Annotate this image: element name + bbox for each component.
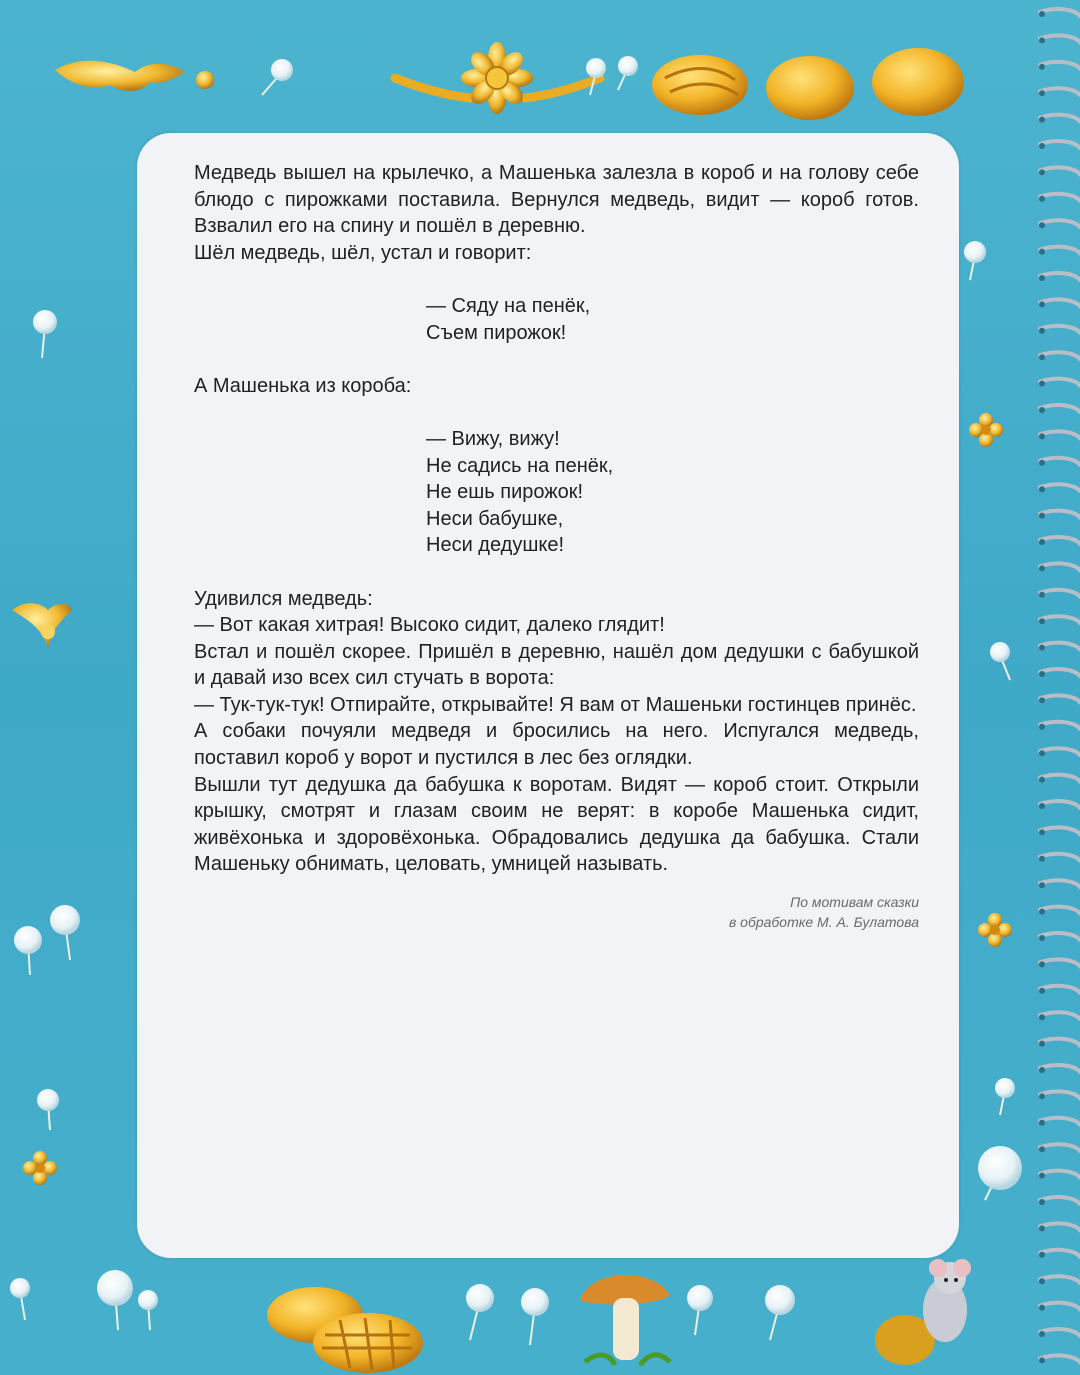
verse-line: — Сяду на пенёк,: [426, 294, 591, 317]
paragraph: Встал и пошёл скорее. Пришёл в деревню, нашёл дом дедушки с бабушкой и давай изо всех сил стучать в ворота:: [194, 640, 919, 690]
verse: [426, 293, 919, 346]
verse-line: Не ешь пирожок!: [426, 481, 584, 504]
mushroom-icon: [580, 1275, 670, 1365]
ornament-scroll-icon: [55, 61, 214, 91]
ornament-flower-icon: [395, 42, 600, 114]
verse-line: — Вижу, вижу!: [426, 427, 560, 450]
verse-line: Неси дедушке!: [426, 534, 565, 557]
paragraph: Медведь вышел на крылечко, а Машенька залезла в короб и на голову себе блюдо с пирожками поставила. Вернулся медведь, видит — короб готов. Взвалил его на спину и пошёл в деревню.: [194, 162, 919, 238]
paragraph: — Вот какая хитрая! Высоко сидит, далеко глядит!: [194, 614, 665, 637]
story-text: [194, 160, 919, 932]
spiral-binding: [1018, 0, 1080, 1375]
paragraph: Шёл медведь, шёл, устал и говорит:: [194, 241, 532, 264]
source-line: По мотивам сказки: [790, 894, 919, 911]
source-attribution: [194, 892, 919, 932]
verse-line: Не садись на пенёк,: [426, 454, 614, 477]
paragraph: Удивился медведь:: [194, 587, 373, 610]
verse: [426, 426, 919, 559]
pie-icon: [267, 1287, 423, 1373]
bread-bun-icon: [652, 48, 964, 120]
paragraph: — Тук-тук-тук! Отпирайте, открывайте! Я вам от Машеньки гостинцев принёс.: [194, 693, 917, 716]
source-line: в обработке М. А. Булатова: [728, 914, 919, 931]
paragraph: А Машенька из короба:: [194, 374, 412, 397]
mouse-icon: [875, 1259, 971, 1365]
verse-line: Съем пирожок!: [426, 321, 567, 344]
ornament-leaf-icon: [12, 603, 72, 648]
verse-line: Неси бабушке,: [426, 507, 564, 530]
paragraph: Вышли тут дедушка да бабушка к воротам. Видят — короб стоит. Открыли крышку, смотрят и глазам своим не верят: в коробе Машенька сидит, живёхонька и здоровёхонька. Обрадовались дедушка да бабушка. Стали Машеньку обнимать, целовать, умницей называть.: [194, 773, 919, 876]
paragraph: А собаки почуяли медведя и бросились на него. Испугался медведь, поставил короб у ворот и пустился в лес без оглядки.: [194, 720, 919, 770]
